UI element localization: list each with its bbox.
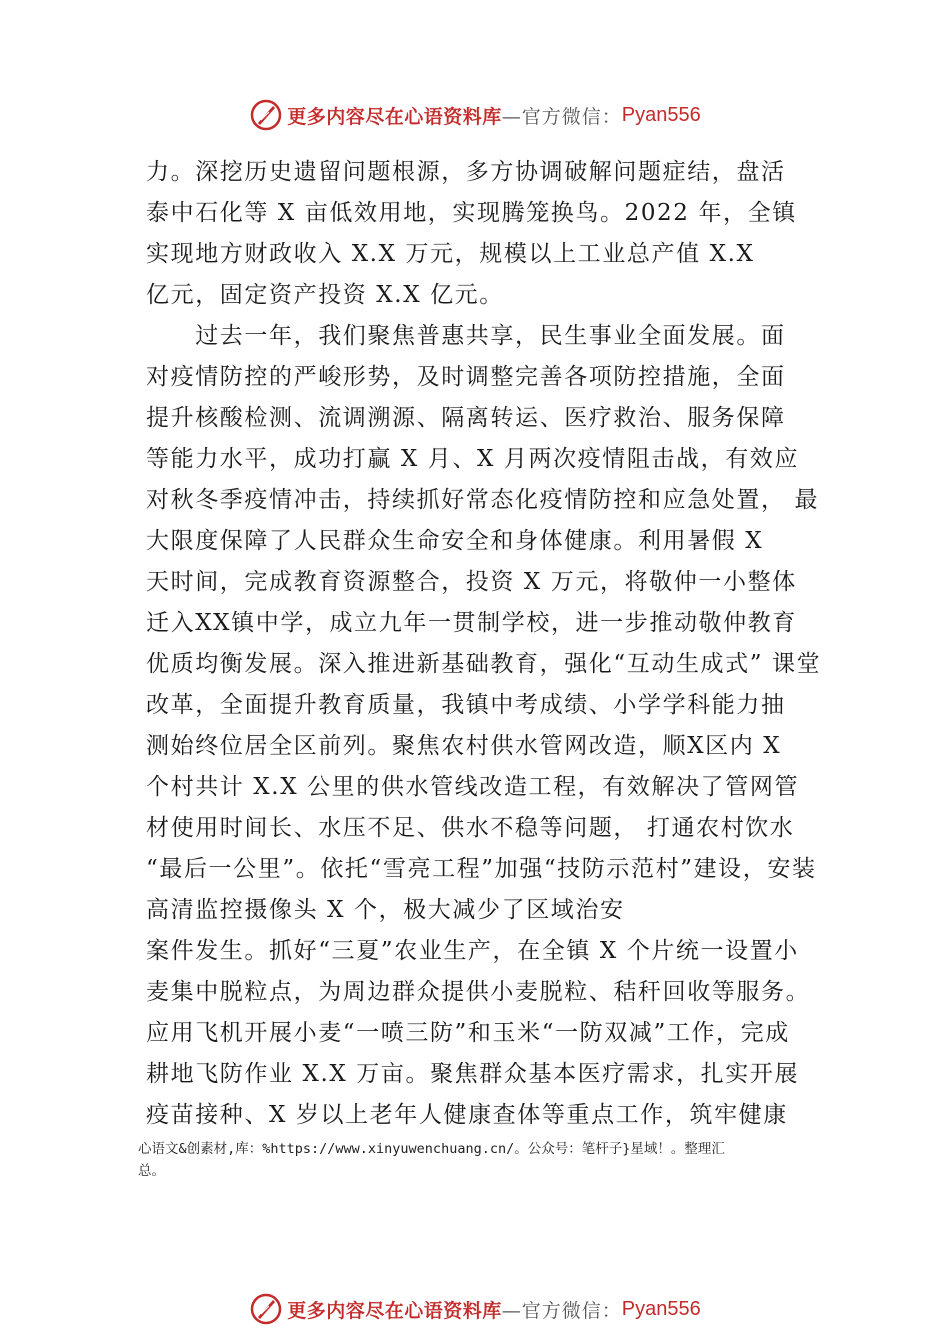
text-line: 改革，全面提升教育质量，我镇中考成绩、小学学科能力抽 [146, 692, 786, 718]
text-line: 对疫情防控的严峻形势，及时调整完善各项防控措施，全面 [146, 364, 786, 390]
feather-pen-icon [249, 98, 283, 132]
text-line: 力。深挖历史遗留问题根源，多方协调破解问题症结，盘活 [146, 159, 786, 185]
text-line: 等能力水平，成功打赢 X 月、X 月两次疫情阻击战，有效应 [146, 446, 800, 472]
bottom-banner [0, 1289, 950, 1329]
text-line: 优质均衡发展。深入推进新基础教育，强化“互动生成式” 课堂 [146, 651, 822, 677]
text-line: “最后一公里”。依托“雪亮工程”加强“技防示范村”建设，安装 [146, 856, 817, 882]
text-line: 材使用时间长、水压不足、供水不稳等问题， 打通农村饮水 [146, 815, 795, 841]
text-line: 过去一年，我们聚焦普惠共享，民生事业全面发展。面 [146, 323, 786, 349]
banner-wechat-label: —官方微信： [501, 105, 622, 128]
banner-wechat-id: Pyan556 [621, 1297, 701, 1320]
text-line: 迁入XX镇中学，成立九年一贯制学校，进一步推动敬仲教育 [146, 610, 797, 636]
feather-pen-icon [249, 1292, 283, 1326]
text-line: 麦集中脱粒点，为周边群众提供小麦脱粒、秸秆回收等服务。 [146, 979, 811, 1005]
text-line: 泰中石化等 X 亩低效用地，实现腾笼换鸟。2022 年，全镇 [146, 200, 797, 226]
document-body [146, 152, 826, 1136]
text-line: 天时间，完成教育资源整合，投资 X 万元，将敬仲一小整体 [146, 569, 797, 595]
source-note-line: 心语文&创素材,库：%https://www.xinyuwenchuang.cn/。公众号：笔杆子}星域！。整理汇 [138, 1141, 725, 1157]
text-line: 实现地方财政收入 X.X 万元，规模以上工业总产值 X.X [146, 241, 755, 267]
banner-title: 更多内容尽在心语资料库 [287, 1299, 502, 1322]
text-line: 案件发生。抓好“三夏”农业生产，在全镇 X 个片统一设置小 [146, 938, 799, 964]
text-line: 亿元，固定资产投资 X.X 亿元。 [146, 282, 504, 308]
text-line: 疫苗接种、X 岁以上老年人健康查体等重点工作，筑牢健康 [146, 1102, 788, 1128]
text-line: 个村共计 X.X 公里的供水管线改造工程，有效解决了管网管 [146, 774, 800, 800]
top-banner [0, 95, 950, 135]
text-line: 高清监控摄像头 X 个，极大减少了区域治安 [146, 897, 625, 923]
text-line: 测始终位居全区前列。聚焦农村供水管网改造，顺X区内 X [146, 733, 782, 759]
text-line: 提升核酸检测、流调溯源、隔离转运、医疗救治、服务保障 [146, 405, 786, 431]
banner-title: 更多内容尽在心语资料库 [287, 105, 502, 128]
banner-wechat-id: Pyan556 [621, 103, 701, 126]
text-line: 对秋冬季疫情冲击，持续抓好常态化疫情防控和应急处置， 最 [146, 487, 820, 513]
text-line: 应用飞机开展小麦“一喷三防”和玉米“一防双减”工作，完成 [146, 1020, 790, 1046]
source-note-line: 总。 [138, 1163, 165, 1179]
text-line: 大限度保障了人民群众生命安全和身体健康。利用暑假 X [146, 528, 764, 554]
banner-wechat-label: —官方微信： [501, 1299, 622, 1322]
source-note [138, 1138, 838, 1182]
text-line: 耕地飞防作业 X.X 万亩。聚焦群众基本医疗需求，扎实开展 [146, 1061, 800, 1087]
